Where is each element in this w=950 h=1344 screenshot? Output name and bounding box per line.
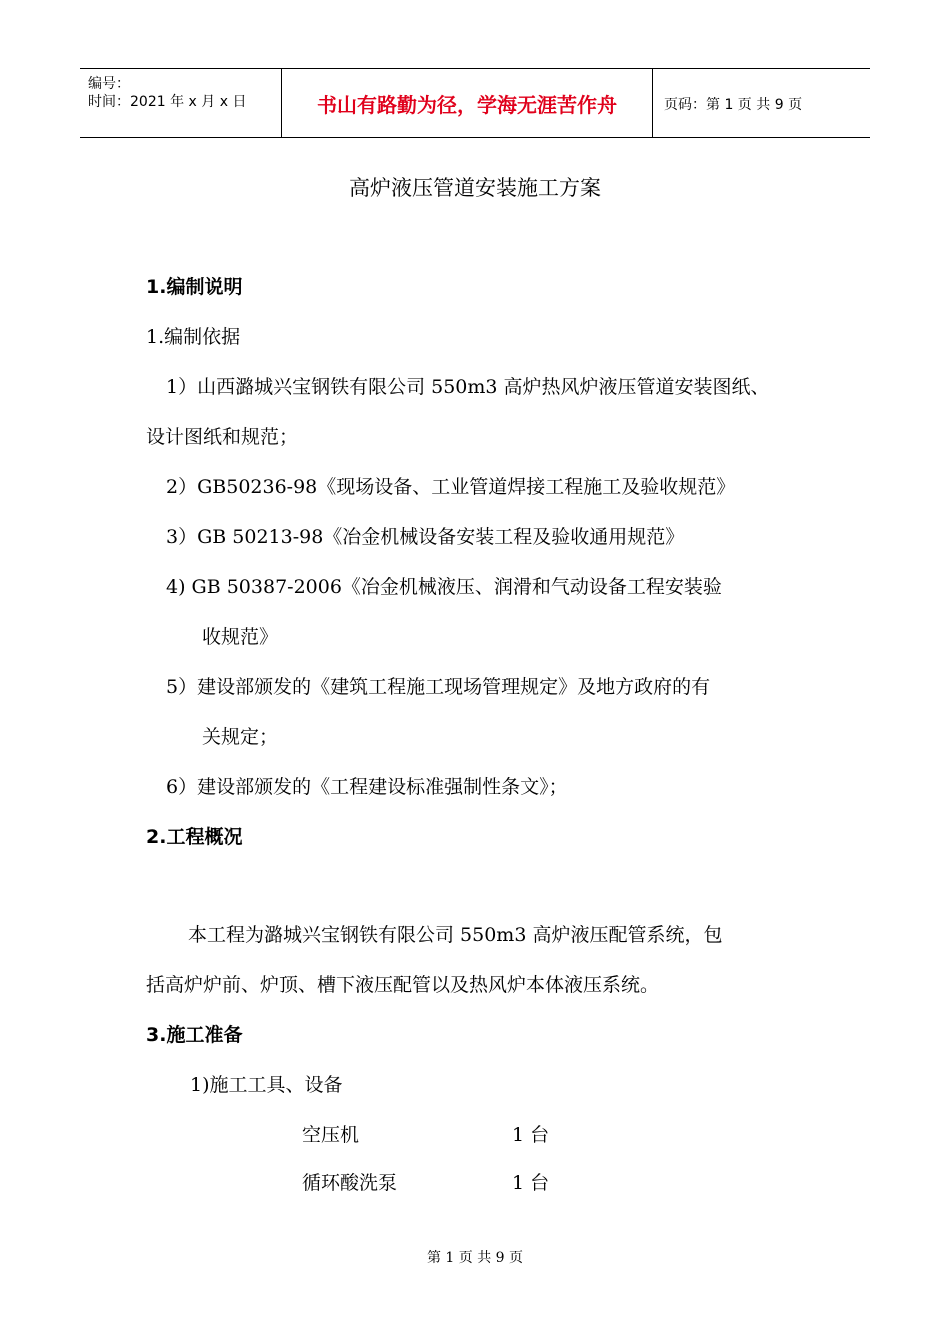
number-label: 编号： bbox=[88, 76, 130, 92]
basis-line: 1）山西潞城兴宝钢铁有限公司 550m3 高炉热风炉液压管道安装图纸、 bbox=[166, 376, 770, 398]
overview-line: 本工程为潞城兴宝钢铁有限公司 550m3 高炉液压配管系统，包 bbox=[188, 924, 723, 946]
header-page-info: 页码：第 1 页 共 9 页 bbox=[664, 97, 803, 113]
equipment-qty: 1 台 bbox=[512, 1172, 550, 1194]
equipment-qty: 1 台 bbox=[512, 1124, 550, 1146]
page-footer: 第 1 页 共 9 页 bbox=[426, 1250, 524, 1266]
time-label: 时间：2021 年 x 月 x 日 bbox=[88, 94, 247, 110]
basis-line: 设计图纸和规范； bbox=[146, 426, 299, 448]
basis-line: 5）建设部颁发的《建筑工程施工现场管理规定》及地方政府的有 bbox=[166, 676, 711, 698]
basis-line: 6）建设部颁发的《工程建设标准强制性条文》； bbox=[166, 776, 568, 798]
basis-line: 收规范》 bbox=[202, 626, 279, 648]
overview-line: 括高炉炉前、炉顶、槽下液压配管以及热风炉本体液压系统。 bbox=[146, 974, 660, 996]
basis-line: 2）GB50236-98《现场设备、工业管道焊接工程施工及验收规范》 bbox=[166, 476, 736, 498]
header-meta-cell bbox=[80, 69, 281, 137]
subsection-heading: 1.编制依据 bbox=[146, 326, 241, 348]
equipment-name: 循环酸洗泵 bbox=[302, 1172, 398, 1194]
document-header bbox=[80, 68, 870, 138]
basis-line: 关规定； bbox=[202, 726, 279, 748]
section-heading-2: 2.工程概况 bbox=[146, 826, 243, 848]
subsection-heading: 1)施工工具、设备 bbox=[190, 1074, 343, 1096]
basis-line: 3）GB 50213-98《冶金机械设备安装工程及验收通用规范》 bbox=[166, 526, 685, 548]
header-motto: 书山有路勤为径，学海无涯苦作舟 bbox=[281, 69, 653, 137]
section-heading-3: 3.施工准备 bbox=[146, 1024, 243, 1046]
section-heading-1: 1.编制说明 bbox=[146, 276, 243, 298]
basis-line: 4) GB 50387-2006《冶金机械液压、润滑和气动设备工程安装验 bbox=[166, 576, 722, 598]
document-title: 高炉液压管道安装施工方案 bbox=[349, 176, 601, 200]
equipment-name: 空压机 bbox=[302, 1124, 360, 1146]
